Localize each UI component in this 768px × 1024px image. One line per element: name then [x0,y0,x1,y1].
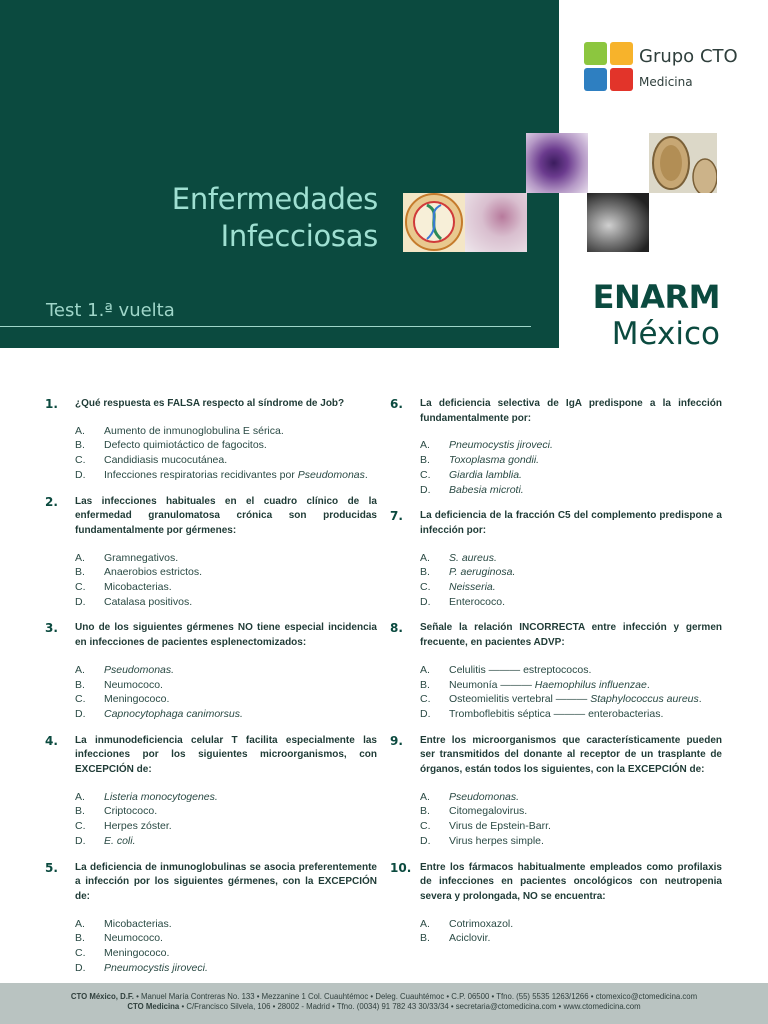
question-number: 2. [45,494,58,509]
option-letter: C. [75,820,86,833]
question-item [45,734,377,849]
option-letter: A. [420,551,430,564]
document-subtitle: Test 1.ª vuelta [46,300,175,321]
answer-option [75,438,377,453]
option-text: Candidiasis mucocutánea. [104,454,228,467]
answer-options [420,663,722,722]
option-text: Celulitis ——— estreptococos. [449,663,592,676]
answer-option [420,663,722,678]
option-text: Neumonía ——— [449,678,535,691]
option-text: Gramnegativos. [104,551,179,564]
answer-option [75,580,377,595]
answer-option [75,453,377,468]
option-letter: D. [420,707,431,720]
dna-petri-image [403,193,465,252]
option-text: Pseudomonas. [449,790,520,803]
option-text: Pseudomonas. [104,663,175,676]
option-letter: C. [75,947,86,960]
option-letter: B. [75,805,85,818]
option-text-tail: . [364,468,368,481]
microscopy-tissue-image [465,193,527,252]
option-letter: B. [75,678,85,691]
brand-cto: CTO [699,46,738,67]
option-letter: D. [75,961,86,974]
option-text: Pneumocystis jiroveci. [104,961,208,974]
option-letter: B. [420,454,430,467]
answer-options [420,790,722,849]
option-letter: B. [75,566,85,579]
option-text: Capnocytophaga canimorsus. [104,707,243,720]
question-text: La deficiencia selectiva de IgA predispone a la infección fundamentalmente por: [420,398,722,424]
footer-office-madrid: CTO Medicina [127,1002,180,1011]
answer-options [75,424,377,483]
option-letter: A. [75,663,85,676]
question-number: 9. [390,733,403,748]
logo-square-blue [584,68,607,91]
brand-name [639,46,738,67]
option-text: Cotrimoxazol. [449,917,514,930]
option-text: Defecto quimiotáctico de fagocitos. [104,439,267,452]
brand-subtitle: Medicina [639,75,693,89]
option-text: Micobacterias. [104,917,172,930]
answer-option [420,804,722,819]
option-text: Neumococo. [104,678,163,691]
answer-options [75,663,377,722]
option-letter: C. [420,820,431,833]
answer-option [75,663,377,678]
answer-option [75,931,377,946]
logo-square-red [610,68,633,91]
option-letter: C. [420,468,431,481]
option-text-tail: . [698,693,702,706]
answer-option [420,453,722,468]
exam-country: México [611,316,720,352]
option-text: Neisseria. [449,581,496,594]
exam-name: ENARM [592,278,720,316]
footer-address-madrid: • C/Francisco Silvela, 106 • 28002 - Madrid • Tfno. (0034) 91 782 43 30/33/34 • secretaria@ctomedicina.com • www.ctomedicina.com [179,1002,641,1011]
question-item [45,495,377,610]
option-text-italic: Staphylococcus aureus [590,693,699,706]
option-letter: A. [75,551,85,564]
answer-option [420,834,722,849]
title-line-2: Infecciosas [220,219,378,253]
answer-option [75,834,377,849]
subtitle-divider [0,326,531,327]
dna-icon [403,193,465,252]
questions-right-column [390,397,722,958]
cto-logo-icon [584,42,634,92]
question-number: 5. [45,860,58,875]
option-letter: D. [420,595,431,608]
answer-option [420,790,722,805]
option-text: Giardia lamblia. [449,468,522,481]
option-letter: B. [420,678,430,691]
question-item [390,621,722,721]
answer-option [75,707,377,722]
question-text: La deficiencia de la fracción C5 del complemento predispone a infección por: [420,510,722,536]
egg-ova-icon [649,133,717,193]
title-line-1: Enfermedades [171,182,378,216]
microscopy-purple-image [526,133,588,193]
option-text: Micobacterias. [104,581,172,594]
option-letter: C. [420,581,431,594]
option-letter: A. [420,917,430,930]
question-text: La deficiencia de inmunoglobulinas se asocia preferentemente a infección por los siguientes gérmenes, con la EXCEPCIÓN de: [75,861,377,902]
option-text: Listeria monocytogenes. [104,790,218,803]
answer-option [75,678,377,693]
question-text: Entre los microorganismos que característicamente pueden ser transmitidos del donante al receptor de un trasplante de órganos, están todos los siguientes, con la EXCEPCIÓN de: [420,734,722,776]
option-text: Aciclovir. [449,932,491,945]
option-letter: D. [75,834,86,847]
option-text: Neumococo. [104,932,163,945]
logo-square-orange [610,42,633,65]
answer-options [420,917,722,946]
option-text: Catalasa positivos. [104,595,193,608]
footer-line-1 [0,983,768,1002]
answer-option [75,819,377,834]
footer-address-mexico: • Manuel María Contreras No. 133 • Mezzanine 1 Col. Cuauhtémoc • Deleg. Cuauhtémoc • C.P. 06500 • Tfno. (55) 5535 1263/1266 • ctomexico@ctomedicina.com [133,992,698,1001]
option-text: S. aureus. [449,551,497,564]
answer-option [75,917,377,932]
answer-option [420,819,722,834]
option-letter: C. [75,454,86,467]
option-text: Pneumocystis jiroveci. [449,439,553,452]
answer-option [420,580,722,595]
option-letter: A. [75,424,85,437]
option-text: Tromboflebitis séptica ——— enterobacterias. [449,707,664,720]
option-text: Osteomielitis vertebral ——— [449,693,591,706]
option-letter: C. [75,581,86,594]
brand-grupo: Grupo [639,46,695,67]
answer-option [75,595,377,610]
option-letter: C. [75,693,86,706]
answer-option [420,483,722,498]
question-item [390,734,722,849]
logo-square-green [584,42,607,65]
question-number: 6. [390,397,403,411]
option-letter: A. [420,439,430,452]
question-item [390,861,722,947]
header-band [0,0,559,348]
question-number: 4. [45,733,58,748]
option-letter: B. [420,932,430,945]
answer-option [420,438,722,453]
answer-option [75,468,377,483]
option-letter: B. [75,932,85,945]
question-text: Señale la relación INCORRECTA entre infección y germen frecuente, en pacientes ADVP: [420,622,722,649]
question-number: 10. [390,860,412,875]
answer-option [420,551,722,566]
question-text: ¿Qué respuesta es FALSA respecto al síndrome de Job? [75,398,345,409]
answer-option [75,961,377,976]
question-number: 3. [45,621,58,636]
footer-office-mexico: CTO México, D.F. [70,992,134,1001]
answer-option [420,565,722,580]
option-text: Citomegalovirus. [449,805,528,818]
option-letter: C. [420,693,431,706]
option-text: Toxoplasma gondii. [449,454,540,467]
questions-left-column [45,397,377,988]
question-item [45,397,377,483]
answer-option [75,804,377,819]
option-text-italic: Haemophilus influenzae [534,678,647,691]
answer-options [420,551,722,610]
question-item [45,621,377,721]
option-text: Virus de Epstein-Barr. [449,820,551,833]
option-text: Infecciones respiratorias recidivantes por [104,468,298,481]
option-text: Virus herpes simple. [449,834,544,847]
footer [0,983,768,1024]
option-letter: B. [420,566,430,579]
answer-option [75,551,377,566]
answer-option [75,565,377,580]
option-text: Anaerobios estrictos. [104,566,203,579]
option-letter: D. [75,707,86,720]
answer-options [75,790,377,849]
answer-option [75,424,377,439]
question-number: 1. [45,397,58,411]
option-text: Meningococo. [104,947,170,960]
microscopy-egg-image [649,133,717,193]
option-letter: D. [420,483,431,496]
answer-option [420,595,722,610]
document-title [172,181,378,255]
option-text: Meningococo. [104,693,170,706]
answer-option [75,946,377,961]
option-letter: A. [75,917,85,930]
option-text: P. aeruginosa. [449,566,516,579]
option-letter: B. [420,805,430,818]
option-text: E. coli. [104,834,136,847]
chest-xray-image [587,193,649,252]
answer-option [75,790,377,805]
question-text: Entre los fármacos habitualmente empleados como profilaxis de infecciones en pacientes oncológicos con neutropenia severa y prolongada, NO se encuentra: [420,861,722,902]
option-letter: D. [75,595,86,608]
answer-option [420,707,722,722]
answer-option [420,931,722,946]
option-letter: A. [420,790,430,803]
question-item [45,861,377,976]
option-text: Enterococo. [449,595,506,608]
option-text: Criptococo. [104,805,158,818]
option-text: Babesia microti. [449,483,524,496]
question-text: Las infecciones habituales en el cuadro clínico de la enfermedad granulomatosa crónica son producidas fundamentalmente por gérmenes: [75,495,377,536]
answer-options [75,917,377,976]
option-text-italic: Pseudomonas [297,468,365,481]
question-number: 7. [390,509,403,524]
answer-options [420,438,722,497]
option-letter: D. [420,834,431,847]
answer-options [75,551,377,610]
question-text: La inmunodeficiencia celular T facilita especialmente las infecciones por los siguientes microorganismos, con EXCEPCIÓN de: [75,734,377,776]
question-text: Uno de los siguientes gérmenes NO tiene especial incidencia en infecciones de pacientes esplenectomizados: [75,622,377,649]
answer-option [75,692,377,707]
option-letter: A. [420,663,430,676]
question-item [390,397,722,497]
option-text: Herpes zóster. [104,820,172,833]
footer-line-2 [0,1002,768,1012]
option-text-tail: . [646,678,650,691]
answer-option [420,692,722,707]
question-item [390,509,722,609]
answer-option [420,468,722,483]
option-text: Aumento de inmunoglobulina E sérica. [104,424,284,437]
option-letter: D. [75,468,86,481]
answer-option [420,917,722,932]
option-letter: B. [75,439,85,452]
option-letter: A. [75,790,85,803]
question-number: 8. [390,621,403,636]
answer-option [420,678,722,693]
